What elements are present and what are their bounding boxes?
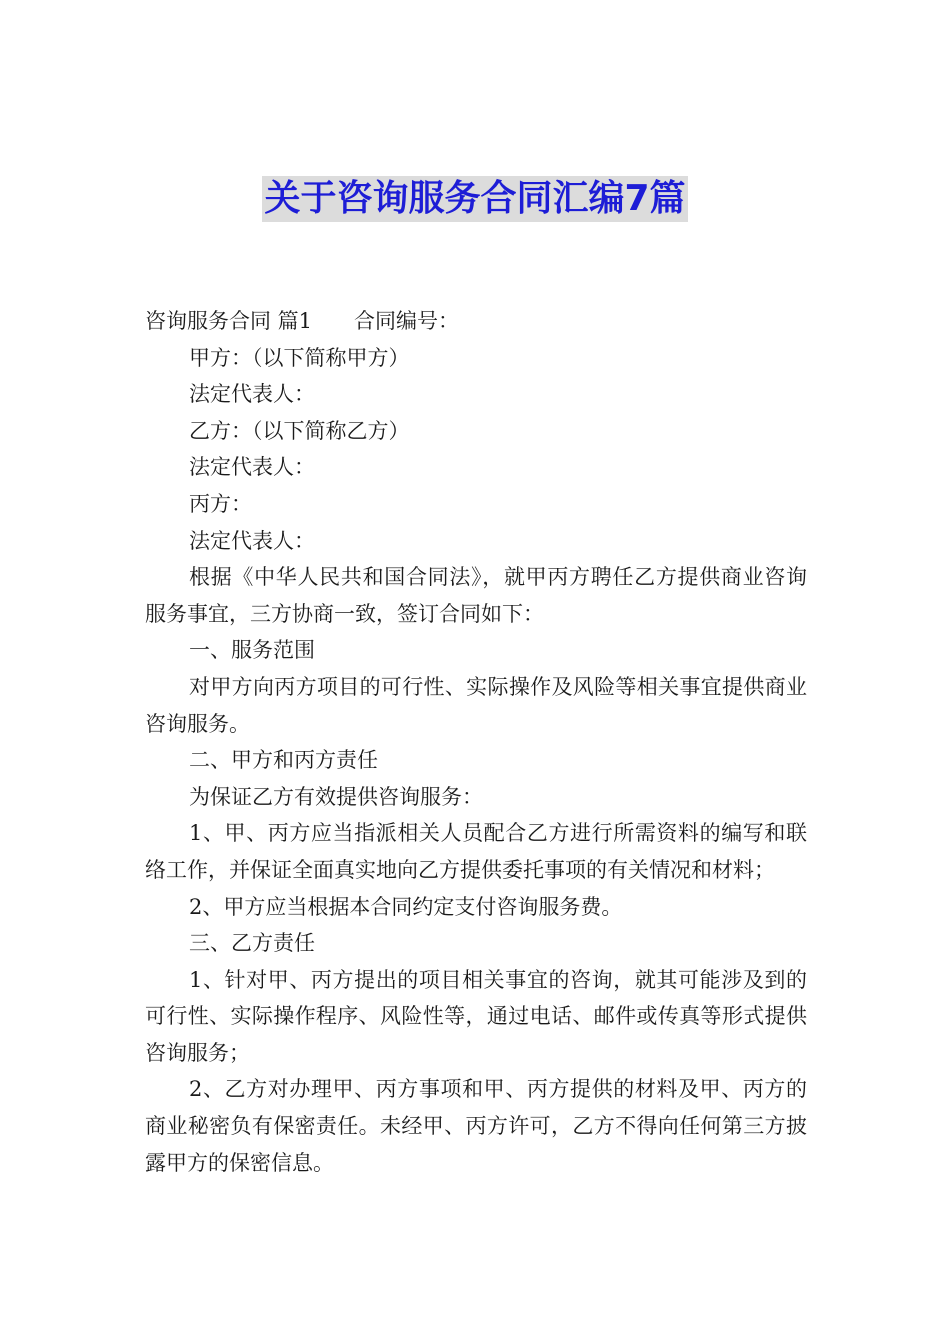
title-area (0, 176, 950, 222)
contract-number-label: 合同编号： (354, 309, 460, 333)
contract-heading-line (145, 303, 807, 340)
clause-paragraph: 2、乙方对办理甲、丙方事项和甲、丙方提供的材料及甲、丙方的商业秘密负有保密责任。未经甲、丙方许可，乙方不得向任何第三方披露甲方的保密信息。 (145, 1077, 807, 1175)
clause-paragraph: 1、针对甲、丙方提出的项目相关事宜的咨询，就其可能涉及到的可行性、实际操作程序、风险性等，通过电话、邮件或传真等形式提供咨询服务； (145, 967, 807, 1065)
document-title: 关于咨询服务合同汇编7篇 (262, 176, 687, 222)
clause-paragraph: 1、甲、丙方应当指派相关人员配合乙方进行所需资料的编写和联络工作，并保证全面真实地向乙方提供委托事项的有关情况和材料； (145, 821, 807, 882)
section-heading: 一、服务范围 (189, 638, 315, 663)
section-heading: 二、甲方和丙方责任 (189, 748, 378, 773)
preamble-paragraph: 根据《中华人民共和国合同法》，就甲丙方聘任乙方提供商业咨询服务事宜，三方协商一致，签订合同如下： (145, 565, 807, 626)
document-body (145, 303, 807, 1181)
contract-section-label: 咨询服务合同 篇1 (145, 309, 313, 333)
body-paragraph: 为保证乙方有效提供咨询服务： (189, 784, 483, 809)
body-paragraph: 对甲方向丙方项目的可行性、实际操作及风险等相关事宜提供商业咨询服务。 (145, 674, 807, 736)
section-heading: 三、乙方责任 (189, 931, 315, 956)
party-c: 丙方： (189, 491, 252, 516)
party-b-representative: 法定代表人： (189, 455, 315, 480)
party-a-representative: 法定代表人： (189, 382, 315, 407)
party-c-representative: 法定代表人： (189, 528, 315, 553)
party-a: 甲方：（以下简称甲方） (189, 345, 410, 370)
party-b: 乙方：（以下简称乙方） (189, 418, 410, 443)
clause-paragraph: 2、甲方应当根据本合同约定支付咨询服务费。 (189, 894, 623, 919)
